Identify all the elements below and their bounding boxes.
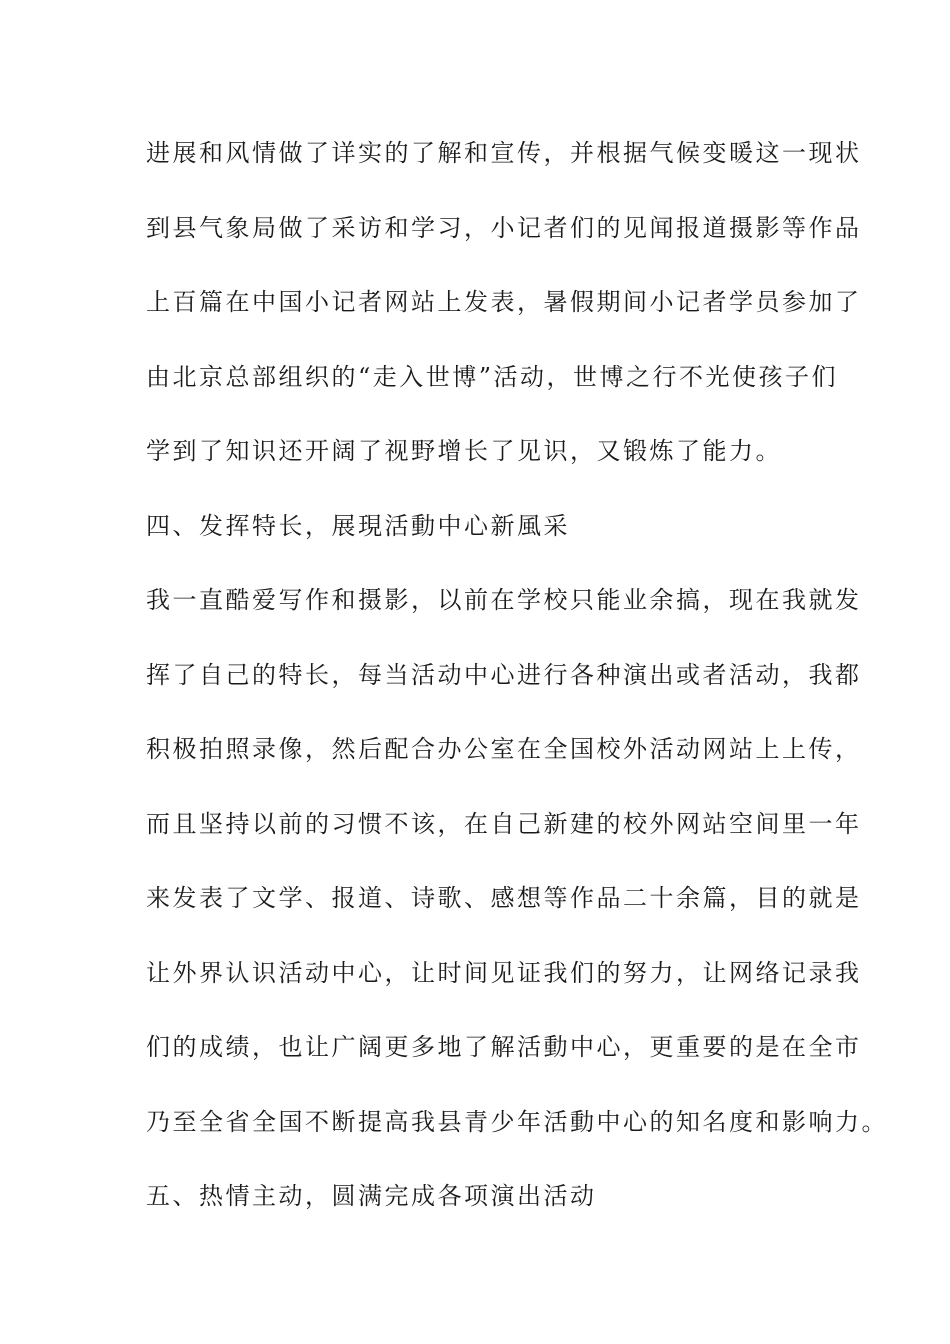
paragraph-line: 由北京总部组织的“走入世博”活动，世博之行不光使孩子们 xyxy=(146,362,839,391)
paragraph-line: 学到了知识还开阔了视野增长了见识，又锻炼了能力。 xyxy=(146,437,782,465)
document-body xyxy=(146,131,888,1249)
paragraph-line: 来发表了文学、报道、诗歌、感想等作品二十余篇，目的就是 xyxy=(146,884,862,912)
paragraph-line: 到县气象局做了采访和学习，小记者们的见闻报道摄影等作品 xyxy=(146,213,862,242)
paragraph-line: 而且坚持以前的习惯不该，在自己新建的校外网站空间里一年 xyxy=(146,809,862,838)
paragraph-line: 积极拍照录像，然后配合办公室在全国校外活动网站上上传， xyxy=(146,735,862,763)
paragraph-line: 上百篇在中国小记者网站上发表，暑假期间小记者学员参加了 xyxy=(146,288,862,316)
paragraph-line: 让外界认识活动中心，让时间见证我们的努力，让网络记录我 xyxy=(146,958,862,987)
paragraph-line: 进展和风情做了详实的了解和宣传，并根据气候变暖这一现状 xyxy=(146,139,862,167)
paragraph-line: 乃至全省全国不断提高我县青少年活動中心的知名度和影响力。 xyxy=(146,1107,888,1136)
paragraph-line: 我一直酷爱写作和摄影，以前在学校只能业余搞，现在我就发 xyxy=(146,586,862,614)
section-heading: 五、热情主动，圆满完成各项演出活动 xyxy=(146,1182,597,1210)
paragraph-line: 挥了自己的特长，每当活动中心进行各种演出或者活动，我都 xyxy=(146,660,862,689)
paragraph-line: 们的成绩，也让广阔更多地了解活動中心，更重要的是在全市 xyxy=(146,1033,862,1061)
section-heading: 四、发挥特长，展現活動中心新風采 xyxy=(146,511,570,540)
